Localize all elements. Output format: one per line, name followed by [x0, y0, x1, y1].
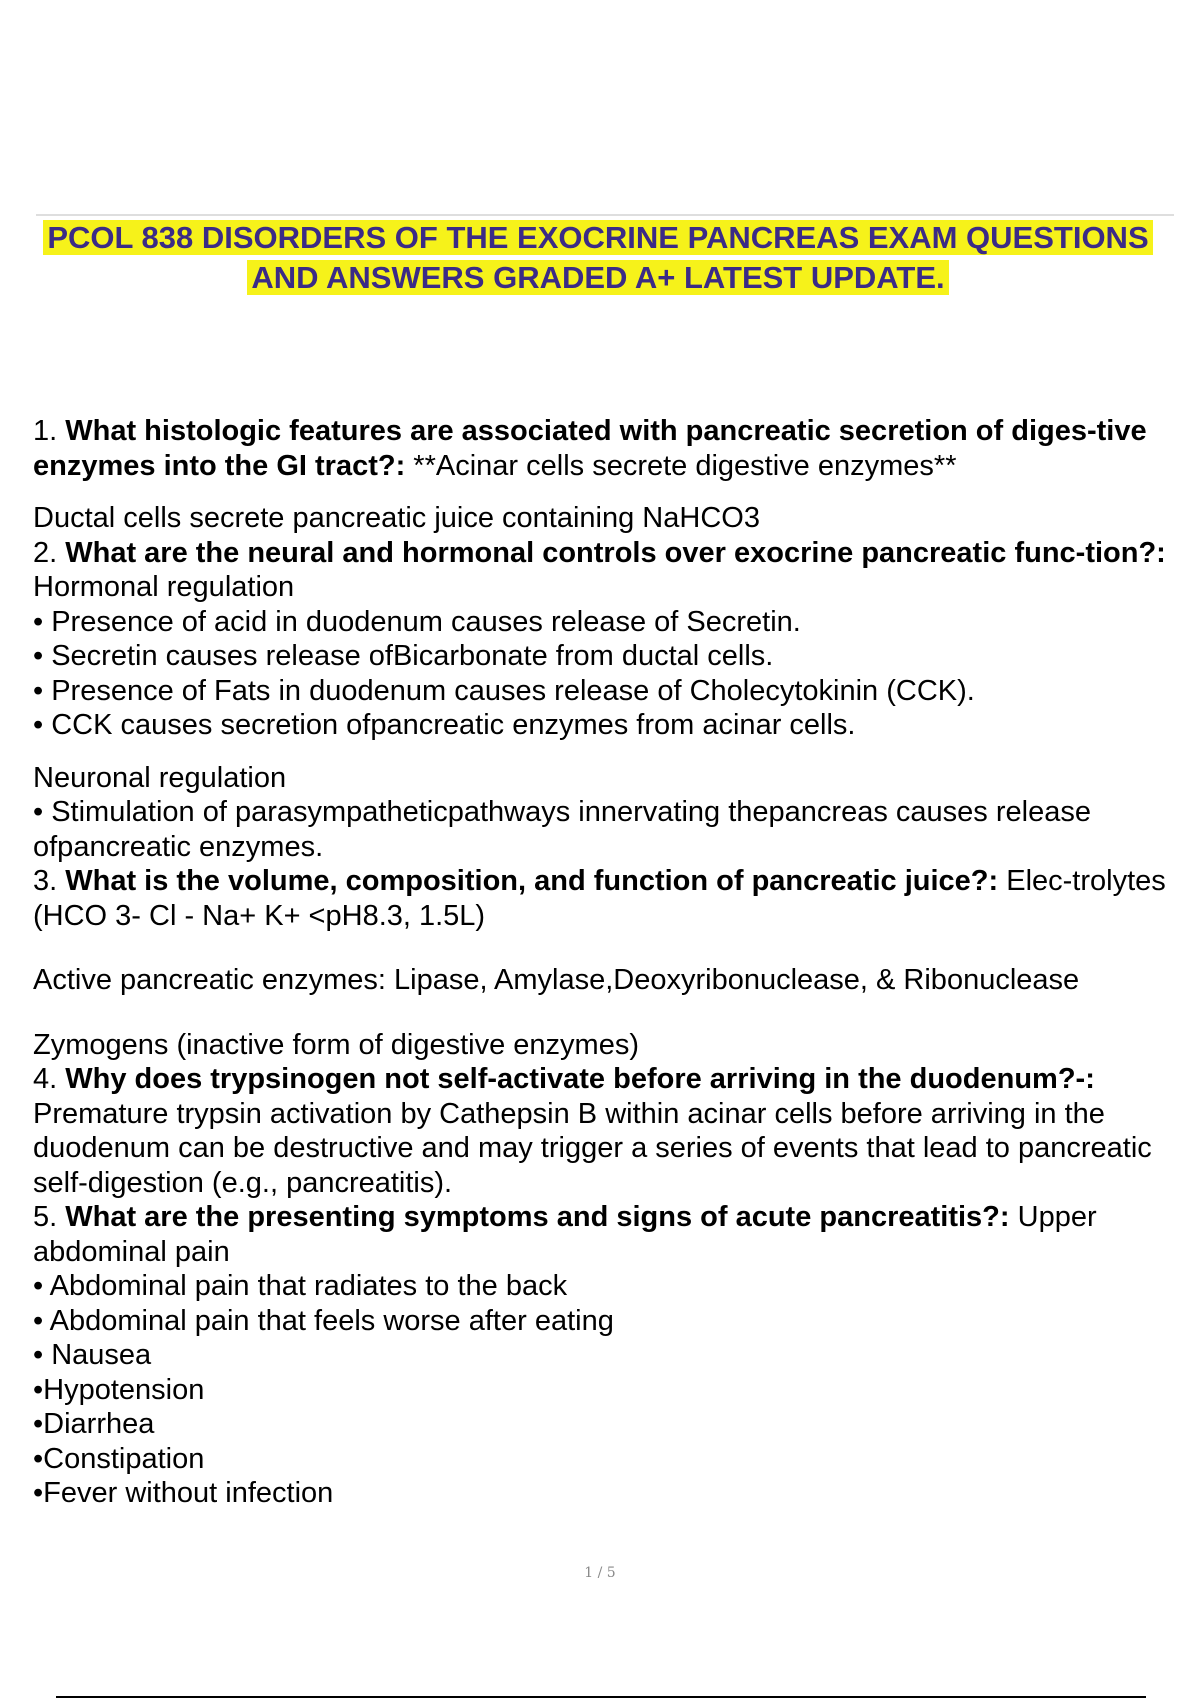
bullet-item: • Abdominal pain that radiates to the back [33, 1270, 568, 1302]
qa-content [33, 414, 1173, 1511]
title-line-2: AND ANSWERS GRADED A+ LATEST UPDATE. [247, 260, 948, 295]
question-number: 3. [33, 865, 58, 897]
answer-line: Zymogens (inactive form of digestive enzymes) [33, 1028, 639, 1061]
answer-text: Upper abdominal pain [33, 1201, 1097, 1268]
sub-heading: Neuronal regulation [33, 761, 287, 794]
bullet-item: • CCK causes secretion ofpancreatic enzymes from acinar cells. [33, 709, 856, 741]
question-text: What is the volume, composition, and function of pancreatic juice?: [65, 865, 999, 897]
bullet-item: • Nausea [33, 1339, 152, 1371]
question-2 [33, 536, 1173, 605]
answer-text: **Acinar cells secrete digestive enzymes** [413, 449, 957, 482]
page-number: 1 / 5 [584, 1565, 616, 1581]
question-number: 1. [33, 415, 58, 447]
question-text: What are the neural and hormonal controls over exocrine pancreatic func-tion?: [65, 536, 1166, 569]
question-number: 5. [33, 1201, 58, 1233]
answer-text: Hormonal regulation [33, 571, 295, 603]
answer-text: Premature trypsin activation by Cathepsin B within acinar cells before arriving in the duodenum can be destructive and may trigger a series of events that lead to pancreatic self-digestion (e.g., pancreatitis). [33, 1097, 1152, 1199]
bullet-item: • Abdominal pain that feels worse after eating [33, 1304, 614, 1337]
bullet-item: • Presence of Fats in duodenum causes release of Cholecytokinin (CCK). [33, 674, 975, 707]
bullet-item: •Fever without infection [33, 1477, 334, 1509]
bottom-divider [56, 1696, 1146, 1698]
question-number: 2. [33, 536, 58, 569]
bullet-item: • Secretin causes release ofBicarbonate from ductal cells. [33, 640, 774, 672]
answer-text: Elec-trolytes (HCO 3- Cl - Na+ K+ <pH8.3, 1.5L) [33, 865, 1166, 932]
answer-line: Ductal cells secrete pancreatic juice containing NaHCO3 [33, 502, 760, 534]
bullet-item: • Stimulation of parasympatheticpathways innervating thepancreas causes release ofpancreatic enzymes. [33, 796, 1091, 863]
question-text: What are the presenting symptoms and signs of acute pancreatitis?: [65, 1201, 1010, 1233]
question-text: Why does trypsinogen not self-activate before arriving in the duodenum?-: [65, 1063, 1095, 1095]
bullet-item: • Presence of acid in duodenum causes release of Secretin. [33, 605, 801, 638]
question-text: What histologic features are associated with pancreatic secretion of diges-tive enzymes into the GI tract?: [33, 415, 1147, 482]
bullet-item: •Constipation [33, 1442, 205, 1475]
answer-line: Active pancreatic enzymes: Lipase, Amylase,Deoxyribonuclease, & Ribonuclease [33, 964, 1080, 996]
question-number: 4. [33, 1063, 58, 1095]
question-3 [33, 864, 1173, 933]
document-title [24, 218, 1172, 298]
bullet-item: •Diarrhea [33, 1408, 155, 1440]
question-5 [33, 1200, 1173, 1269]
top-divider [36, 214, 1174, 216]
title-line-1: PCOL 838 DISORDERS OF THE EXOCRINE PANCREAS EXAM QUESTIONS [43, 220, 1152, 255]
question-4 [33, 1062, 1173, 1200]
bullet-item: •Hypotension [33, 1373, 205, 1406]
question-1 [33, 414, 1173, 483]
